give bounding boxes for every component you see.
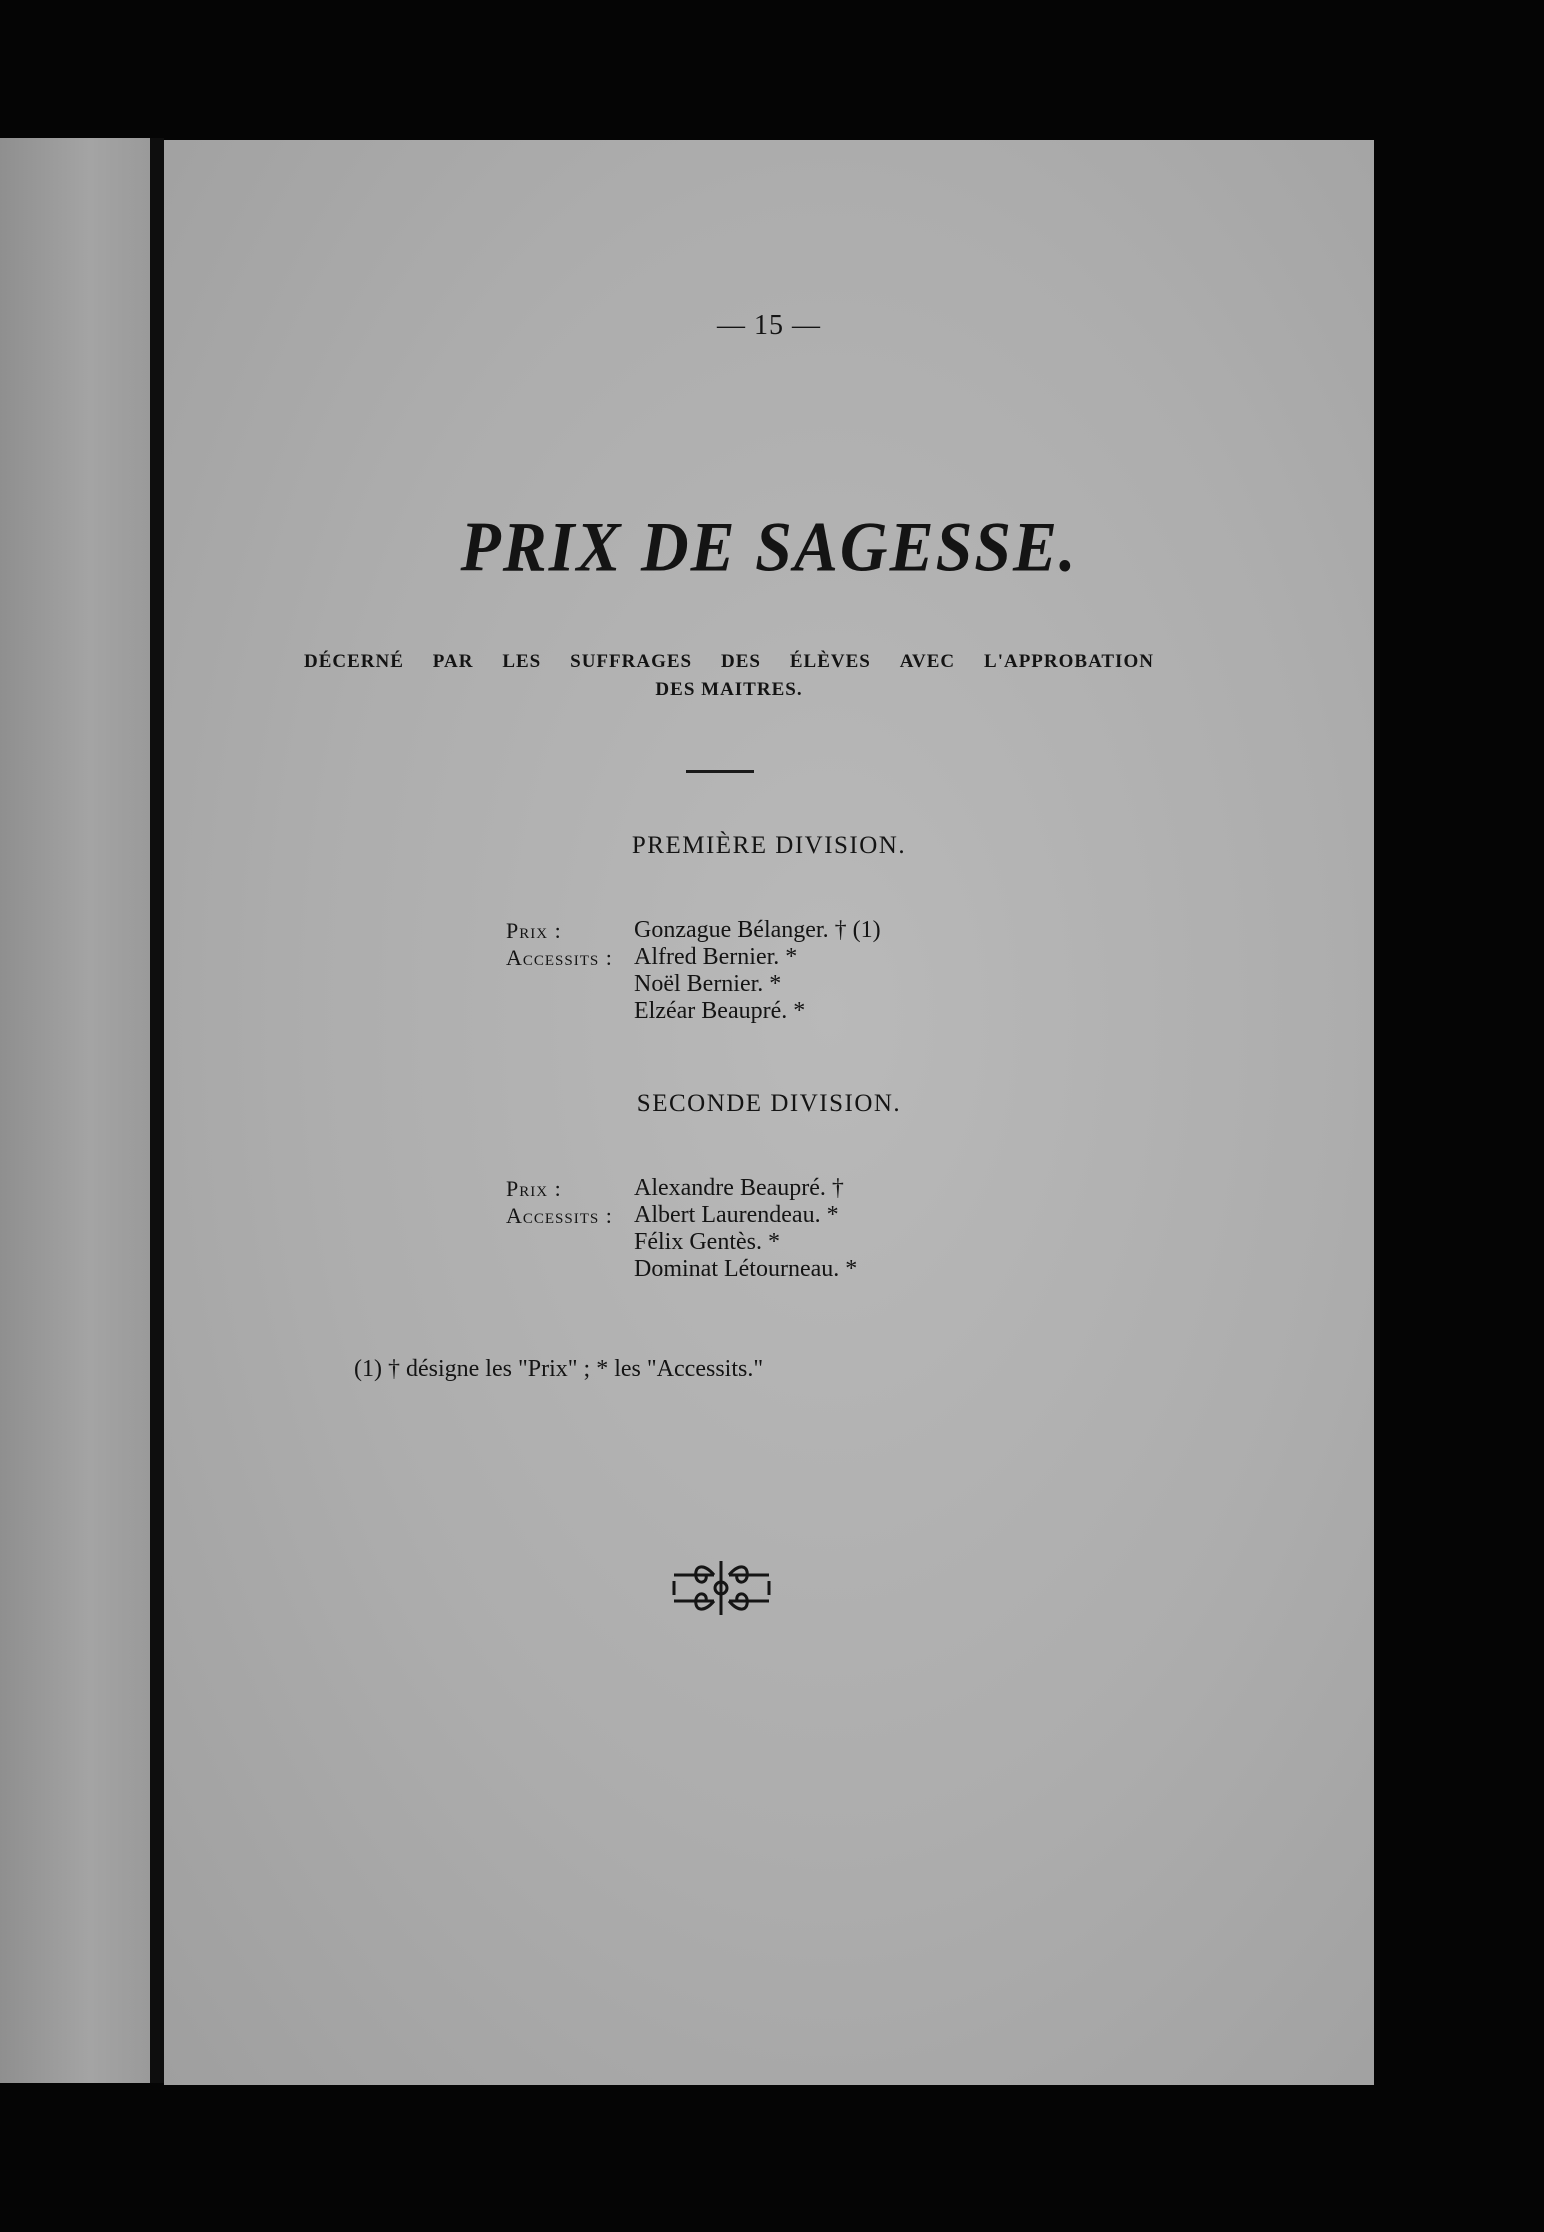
- accessit-row: [506, 971, 881, 998]
- page-subtitle: [304, 648, 1154, 704]
- accessits-label: Accessits :: [506, 1203, 613, 1228]
- page-number: — 15 —: [717, 310, 821, 341]
- accessit-name: Dominat Létourneau. *: [634, 1256, 858, 1282]
- prix-name: Alexandre Beaupré. †: [634, 1175, 844, 1201]
- accessit-name: Elzéar Beaupré. *: [634, 998, 806, 1024]
- subtitle-word: SUFFRAGES: [570, 651, 693, 672]
- section-rule: [686, 770, 754, 773]
- division-title-premiere: PREMIÈRE DIVISION.: [631, 832, 907, 859]
- subtitle-word: PAR: [432, 651, 474, 672]
- footnote: (1) † désigne les "Prix" ; * les "Accessits.": [354, 1356, 764, 1382]
- division-title-seconde: SECONDE DIVISION.: [636, 1090, 902, 1117]
- accessits-label: Accessits :: [506, 945, 613, 970]
- prix-name: Gonzague Bélanger. † (1): [634, 917, 881, 943]
- subtitle-line-2: DES MAITRES.: [655, 679, 803, 700]
- subtitle-word: DES: [721, 651, 761, 672]
- page-gutter: [150, 138, 164, 2083]
- accessit-row: [506, 1256, 857, 1283]
- accessit-name: Albert Laurendeau. *: [634, 1202, 839, 1228]
- accessit-name: Noël Bernier. *: [634, 971, 782, 997]
- accessit-row: [506, 1229, 857, 1256]
- subtitle-line-1: [304, 648, 1154, 676]
- prix-label: Prix :: [506, 1176, 562, 1201]
- accessit-row: [506, 998, 881, 1025]
- prix-row: [506, 1175, 857, 1202]
- document-page: [164, 140, 1374, 2085]
- awards-seconde: [506, 1175, 857, 1283]
- prix-label: Prix :: [506, 918, 562, 943]
- left-page-edge: [0, 138, 150, 2083]
- subtitle-word: L'APPROBATION: [984, 651, 1154, 672]
- accessit-row: [506, 1202, 857, 1229]
- accessit-row: [506, 944, 881, 971]
- awards-premiere: [506, 917, 881, 1025]
- accessit-name: Félix Gentès. *: [634, 1229, 780, 1255]
- subtitle-word: AVEC: [899, 651, 956, 672]
- subtitle-word: LES: [502, 651, 542, 672]
- page-title: PRIX DE SAGESSE.: [460, 508, 1078, 587]
- printer-ornament-icon: [664, 1553, 779, 1623]
- subtitle-word: ÉLÈVES: [789, 651, 871, 672]
- prix-row: [506, 917, 881, 944]
- subtitle-word: DÉCERNÉ: [304, 651, 404, 672]
- accessit-name: Alfred Bernier. *: [634, 944, 798, 970]
